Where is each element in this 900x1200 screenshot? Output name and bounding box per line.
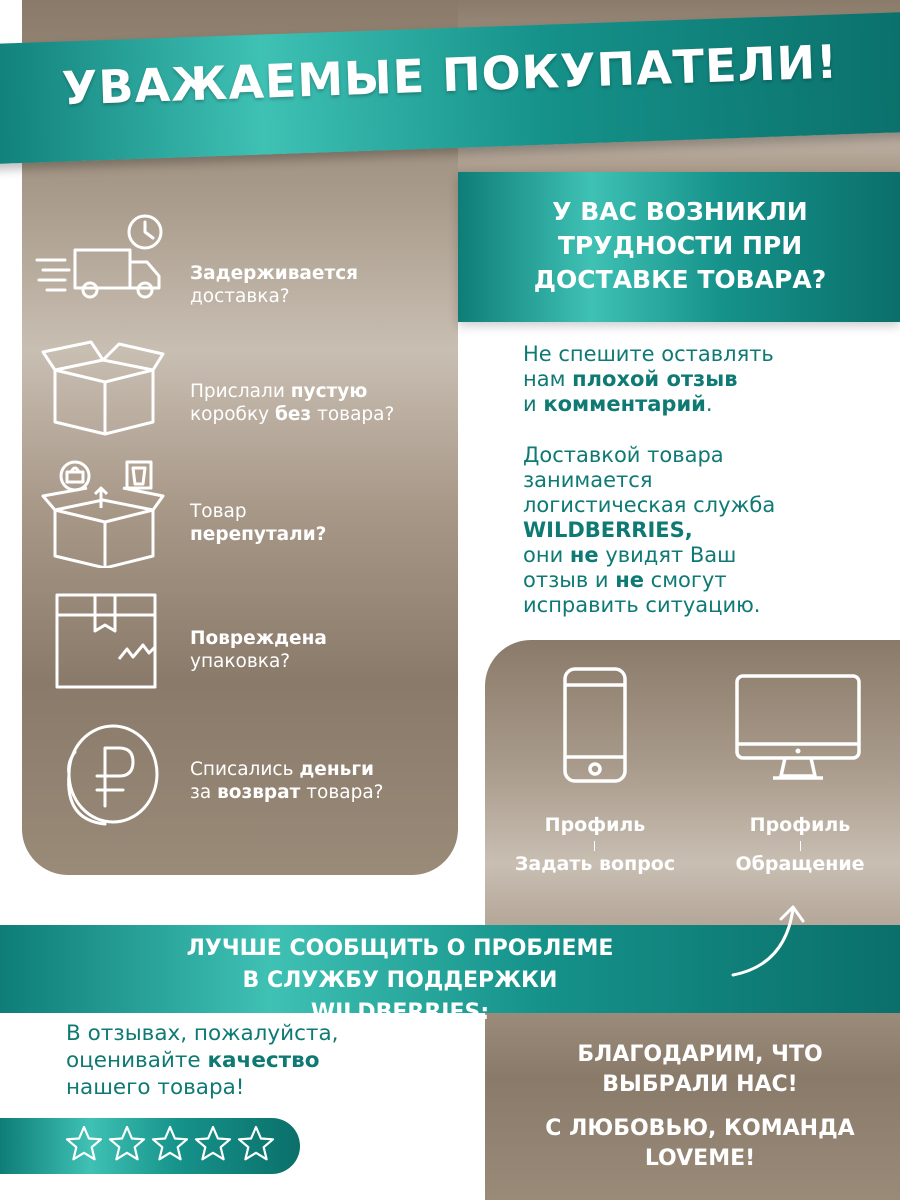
advice-bold: не <box>615 568 644 592</box>
advice-line: они <box>523 543 570 567</box>
phone-label-ask: Задать вопрос <box>514 853 676 875</box>
issue-line: товара? <box>311 404 395 425</box>
issue-bold: Задерживается <box>190 263 359 284</box>
thanks-line: LOVEME! <box>644 1146 756 1171</box>
thanks-line: БЛАГОДАРИМ, ЧТО <box>577 1042 823 1067</box>
issue-line: Прислали <box>190 381 291 402</box>
mixed-items-box-icon <box>35 458 175 568</box>
advice-bold: комментарий <box>543 392 706 416</box>
issue-line: за <box>190 782 218 803</box>
star-icon <box>64 1124 104 1164</box>
issue-empty-box <box>35 330 455 440</box>
issue-money-charged <box>35 722 455 832</box>
issue-damaged-package <box>35 585 455 695</box>
smartphone-icon <box>560 665 630 785</box>
support-banner-text <box>150 933 650 1029</box>
question-line: ТРУДНОСТИ ПРИ <box>557 231 803 260</box>
advice-line: смогут <box>643 568 727 592</box>
monitor-icon <box>733 672 863 784</box>
issue-bold: возврат <box>217 782 301 803</box>
issue-line: Списались <box>190 759 300 780</box>
advice-line: логистическая служба <box>523 493 776 517</box>
desktop-label-separator <box>800 841 801 851</box>
issue-text <box>190 380 460 426</box>
advice-paragraph-1 <box>523 342 883 417</box>
reviews-request <box>66 1020 446 1101</box>
issue-line: товара? <box>300 782 384 803</box>
rating-stars <box>64 1124 279 1168</box>
issue-mixed-up <box>35 458 455 568</box>
advice-line: отзыв и <box>523 568 616 592</box>
thanks-line: С ЛЮБОВЬЮ, КОМАНДА <box>545 1116 855 1141</box>
issue-line: Товар <box>190 501 247 522</box>
advice-bold: не <box>569 543 599 567</box>
issue-text <box>190 758 460 804</box>
star-icon <box>236 1124 276 1164</box>
advice-paragraph-2 <box>523 443 883 618</box>
phone-label-separator <box>594 841 595 851</box>
ruble-coin-icon <box>35 722 175 832</box>
advice-line: и <box>523 392 544 416</box>
thanks-line: ВЫБРАЛИ НАС! <box>602 1072 798 1097</box>
issue-text <box>190 500 460 546</box>
question-text <box>470 195 890 297</box>
star-icon <box>150 1124 190 1164</box>
advice-line: исправить ситуацию. <box>523 593 761 617</box>
issue-bold: перепутали? <box>190 524 327 545</box>
reviews-bold: качество <box>207 1048 320 1073</box>
reviews-line: В отзывах, пожалуйста, <box>66 1021 339 1046</box>
advice-bold: плохой отзыв <box>572 367 738 391</box>
page-title: УВАЖАЕМЫЕ ПОКУПАТЕЛИ! <box>60 34 840 116</box>
reviews-line: нашего товара! <box>66 1075 245 1100</box>
issue-line: упаковка? <box>190 651 291 672</box>
open-box-icon <box>35 330 175 440</box>
delivery-truck-icon <box>35 210 175 320</box>
desktop-label-profile: Профиль <box>749 814 851 836</box>
advice-line: Доставкой товара <box>523 443 724 467</box>
advice-line: нам <box>523 367 573 391</box>
issue-text <box>190 627 460 673</box>
issue-bold: без <box>274 404 312 425</box>
desktop-label-request: Обращение <box>735 853 865 875</box>
reviews-line: оценивайте <box>66 1048 208 1073</box>
thanks-message <box>510 1040 890 1174</box>
advice-line: увидят Ваш <box>598 543 737 567</box>
advice-line: Не спешите оставлять <box>523 342 774 366</box>
damaged-box-icon <box>35 585 175 695</box>
issue-delayed-delivery <box>35 210 455 320</box>
question-line: У ВАС ВОЗНИКЛИ <box>552 197 808 226</box>
issue-text <box>190 262 460 308</box>
issue-bold: деньги <box>299 759 374 780</box>
curved-arrow-icon <box>725 895 815 985</box>
issue-bold: Повреждена <box>190 628 327 649</box>
advice-line: занимается <box>523 468 653 492</box>
support-line: ЛУЧШЕ СООБЩИТЬ О ПРОБЛЕМЕ <box>186 936 614 961</box>
issue-bold: пустую <box>290 381 368 402</box>
issue-line: коробку <box>190 404 275 425</box>
phone-label-profile: Профиль <box>544 814 646 836</box>
star-icon <box>107 1124 147 1164</box>
advice-line: . <box>705 392 713 416</box>
question-line: ДОСТАВКЕ ТОВАРА? <box>533 265 827 294</box>
star-icon <box>193 1124 233 1164</box>
advice-bold: WILDBERRIES, <box>523 518 693 542</box>
support-line: В СЛУЖБУ ПОДДЕРЖКИ WILDBERRIES: <box>242 968 558 1025</box>
issue-line: доставка? <box>190 286 290 307</box>
